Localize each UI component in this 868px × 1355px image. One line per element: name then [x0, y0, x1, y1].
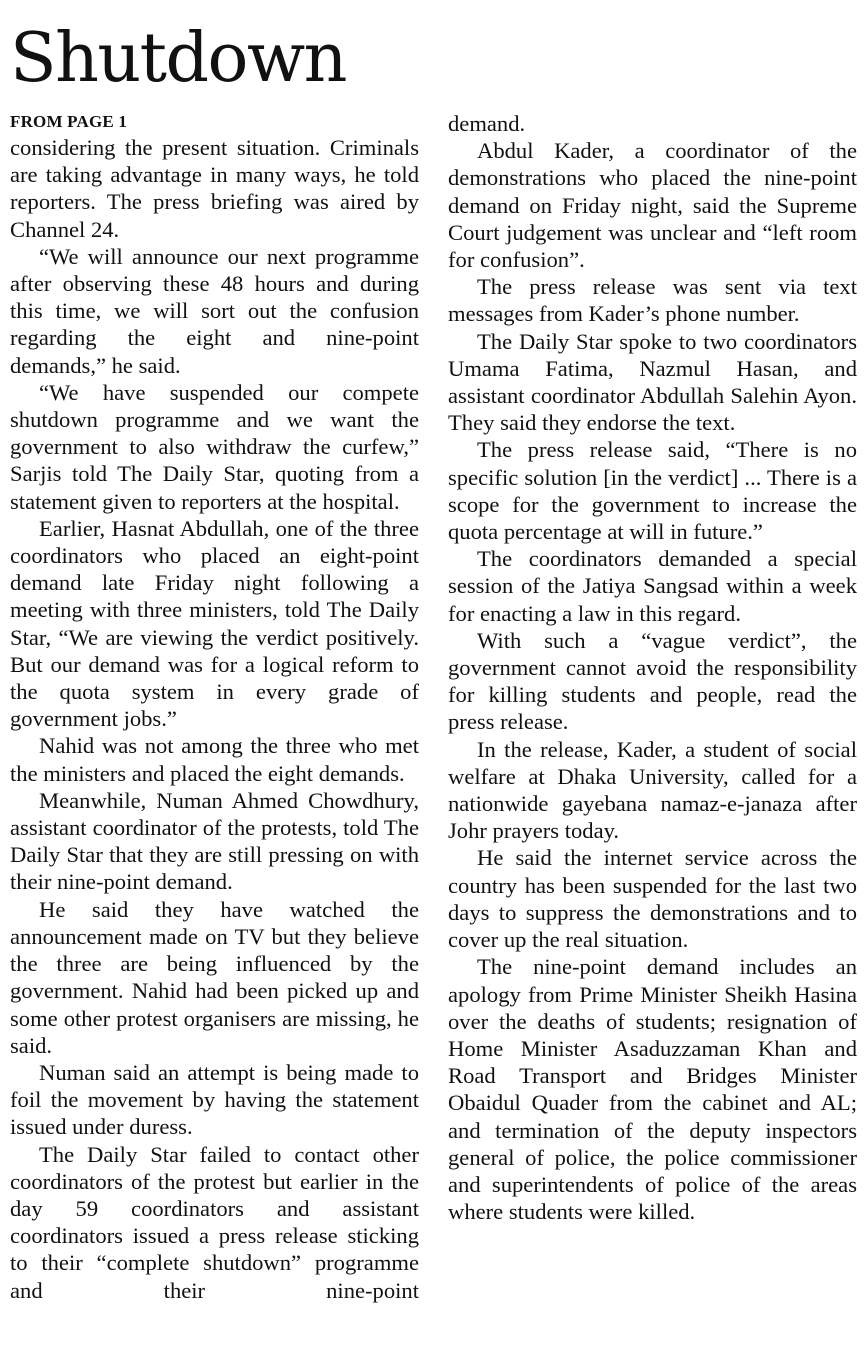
paragraph: The Daily Star failed to contact other coordinators of the protest but earlier in the day 59 coordinators and assistant coordinators issued a press release sticking to their “complete shutdown” programme and their nine-point [10, 1141, 419, 1303]
paragraph: In the release, Kader, a student of social welfare at Dhaka University, called for a nationwide gayebana namaz-e-janaza after Johr prayers today. [448, 736, 857, 844]
paragraph: Numan said an attempt is being made to foil the movement by having the statement issued under duress. [10, 1059, 419, 1140]
paragraph: Abdul Kader, a coordinator of the demonstrations who placed the nine-point demand on Friday night, said the Supreme Court judgement was unclear and “left room for confusion”. [448, 138, 857, 273]
paragraph: considering the present situation. Criminals are taking advantage in many ways, he told reporters. The press briefing was aired by Channel 24. [10, 135, 419, 242]
paragraph: The coordinators demanded a special session of the Jatiya Sangsad within a week for enacting a law in this regard. [448, 546, 857, 626]
headline: Shutdown [10, 19, 346, 98]
article-column-left [10, 110, 419, 1345]
paragraph: Earlier, Hasnat Abdullah, one of the three coordinators who placed an eight-point demand late Friday night following a meeting with three ministers, told The Daily Star, “We are viewing the verdict positively. But our demand was for a logical reform to the quota system in every grade of government jobs.” [10, 515, 419, 732]
paragraph: The press release said, “There is no specific solution [in the verdict] ... There is a scope for the government to increase the quota percentage at will in future.” [448, 437, 857, 545]
paragraph: The Daily Star spoke to two coordinators Umama Fatima, Nazmul Hasan, and assistant coordinator Abdullah Salehin Ayon. They said they endorse the text. [448, 328, 857, 436]
paragraph: He said they have watched the announcement made on TV but they believe the three are being influenced by the government. Nahid had been picked up and some other protest organisers are missing, he said. [10, 896, 419, 1058]
paragraph: Meanwhile, Numan Ahmed Chowdhury, assistant coordinator of the protests, told The Daily Star that they are still pressing on with their nine-point demand. [10, 787, 419, 895]
article-column-right [448, 110, 857, 1345]
paragraph: “We have suspended our compete shutdown programme and we want the government to also withdraw the curfew,” Sarjis told The Daily Star, quoting from a statement given to reporters at the hospital. [10, 379, 419, 514]
continuation-kicker: FROM PAGE 1 [10, 112, 128, 131]
paragraph: The nine-point demand includes an apology from Prime Minister Sheikh Hasina over the deaths of students; resignation of Home Minister Asaduzzaman Khan and Road Transport and Bridges Minister Obaidul Quader from the cabinet and AL; and termination of the deputy inspectors general of police, the police commissioner and superintendents of police of the areas where students were killed. [448, 954, 857, 1225]
paragraph: demand. [448, 111, 526, 136]
paragraph: Nahid was not among the three who met the ministers and placed the eight demands. [10, 733, 419, 786]
paragraph: The press release was sent via text messages from Kader’s phone number. [448, 274, 857, 327]
paragraph: With such a “vague verdict”, the government cannot avoid the responsibility for killing students and people, read the press release. [448, 627, 857, 735]
paragraph: “We will announce our next programme after observing these 48 hours and during this time, we will sort out the confusion regarding the eight and nine-point demands,” he said. [10, 243, 419, 378]
paragraph: He said the internet service across the country has been suspended for the last two days to suppress the demonstrations and to cover up the real situation. [448, 845, 857, 953]
